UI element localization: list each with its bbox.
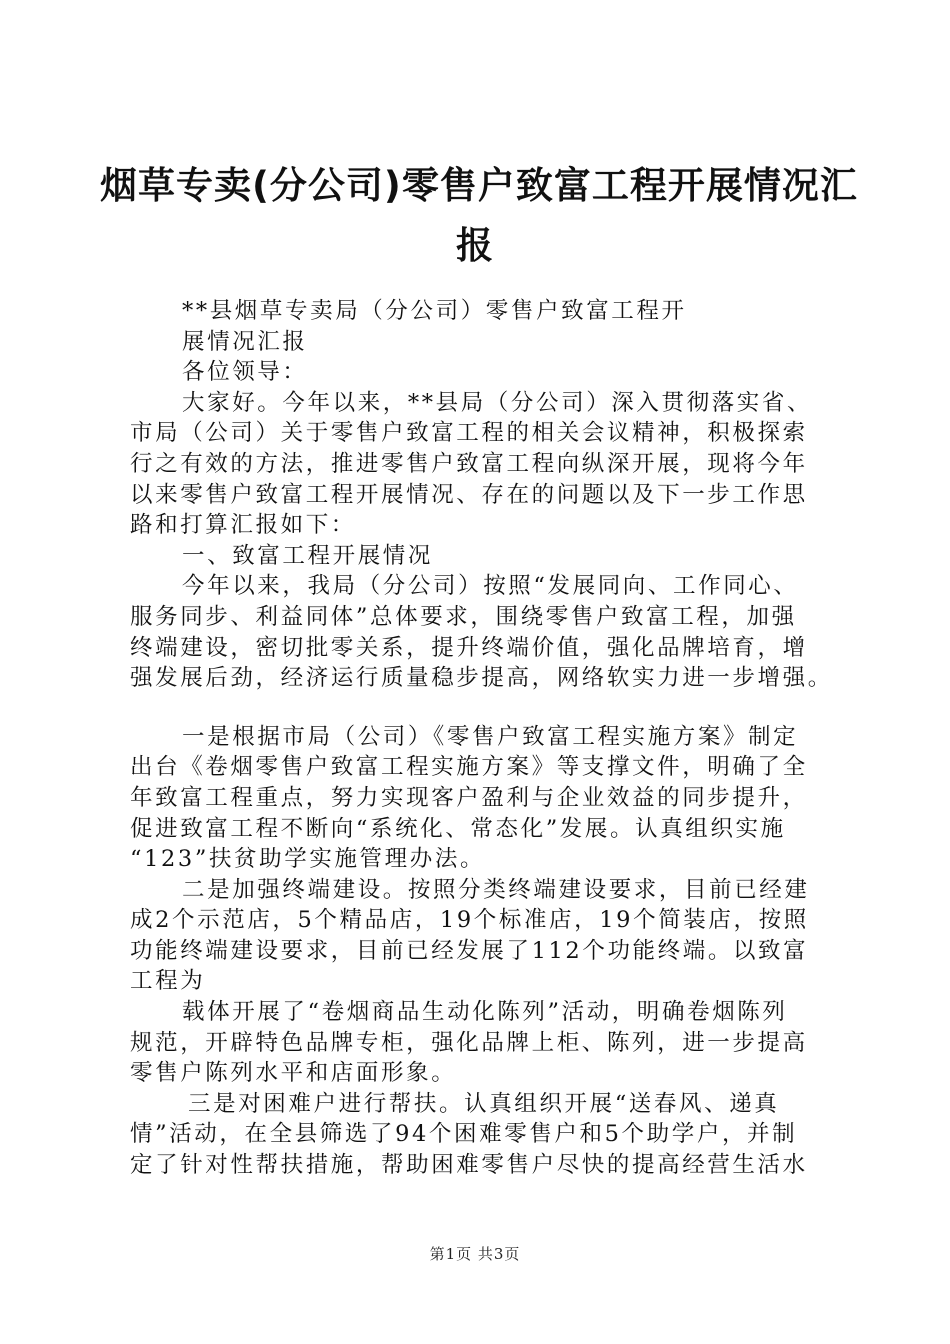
paragraph-line: 市局（公司）关于零售户致富工程的相关会议精神，积极探索: [130, 420, 808, 447]
document-body: [130, 296, 833, 1181]
paragraph-line: 终端建设，密切批零关系，提升终端价值，强化品牌培育，增: [130, 634, 808, 661]
paragraph-line: 路和打算汇报如下：: [130, 512, 356, 539]
paragraph-line: 一是根据市局（公司）《零售户致富工程实施方案》制定: [182, 723, 799, 750]
title-line-2: 报: [456, 224, 494, 267]
paragraph-line: 出台《卷烟零售户致富工程实施方案》等支撑文件，明确了全: [130, 754, 808, 781]
salutation: 各位领导：: [182, 359, 308, 386]
paragraph-line: 强发展后劲，经济运行质量稳步提高，网络软实力进一步增强。: [130, 665, 833, 692]
paragraph-line: 行之有效的方法，推进零售户致富工程向纵深开展，现将今年: [130, 450, 808, 477]
paragraph-line: 大家好。今年以来，**县局（分公司）深入贯彻落实省、: [182, 389, 813, 416]
paragraph-line: 服务同步、利益同体”总体要求，围绕零售户致富工程，加强: [130, 603, 797, 630]
paragraph-line: 情”活动，在全县筛选了94个困难零售户和5个助学户，并制: [130, 1121, 798, 1148]
paragraph-line: 规范，开辟特色品牌专柜，强化品牌上柜、陈列，进一步提高: [130, 1029, 808, 1056]
paragraph-line: 零售户陈列水平和店面形象。: [130, 1060, 457, 1087]
subtitle-line-2: 展情况汇报: [182, 328, 308, 355]
page-footer: 第1页 共3页: [429, 1245, 521, 1263]
subtitle-line-1: **县烟草专卖局（分公司）零售户致富工程开: [182, 298, 687, 324]
paragraph-line: 二是加强终端建设。按照分类终端建设要求，目前已经建: [182, 876, 810, 903]
paragraph-line: 定了针对性帮扶措施，帮助困难零售户尽快的提高经营生活水: [130, 1152, 808, 1179]
paragraph-line: 工程为: [130, 968, 206, 995]
paragraph-line: 今年以来，我局（分公司）按照“发展同向、工作同心、: [182, 573, 799, 600]
paragraph-line: 年致富工程重点，努力实现客户盈利与企业效益的同步提升，: [130, 784, 808, 811]
section-heading: 一、致富工程开展情况: [182, 542, 434, 569]
paragraph-spacer: [130, 694, 830, 722]
paragraph-line: 功能终端建设要求，目前已经发展了112个功能终端。以致富: [130, 937, 809, 964]
paragraph-line: 载体开展了“卷烟商品生动化陈列”活动，明确卷烟陈列: [182, 999, 788, 1026]
paragraph-line: 促进致富工程不断向“系统化、常态化”发展。认真组织实施: [130, 815, 786, 842]
document-title: [100, 156, 858, 276]
paragraph-line: 三是对困难户进行帮扶。认真组织开展“送春风、递真: [188, 1090, 780, 1117]
paragraph-line: “123”扶贫助学实施管理办法。: [130, 846, 486, 873]
title-line-1: 烟草专卖(分公司)零售户致富工程开展情况汇: [100, 164, 858, 207]
paragraph-line: 以来零售户致富工程开展情况、存在的问题以及下一步工作思: [130, 481, 808, 508]
paragraph-line: 成2个示范店，5个精品店，19个标准店，19个简装店，按照: [130, 907, 809, 934]
